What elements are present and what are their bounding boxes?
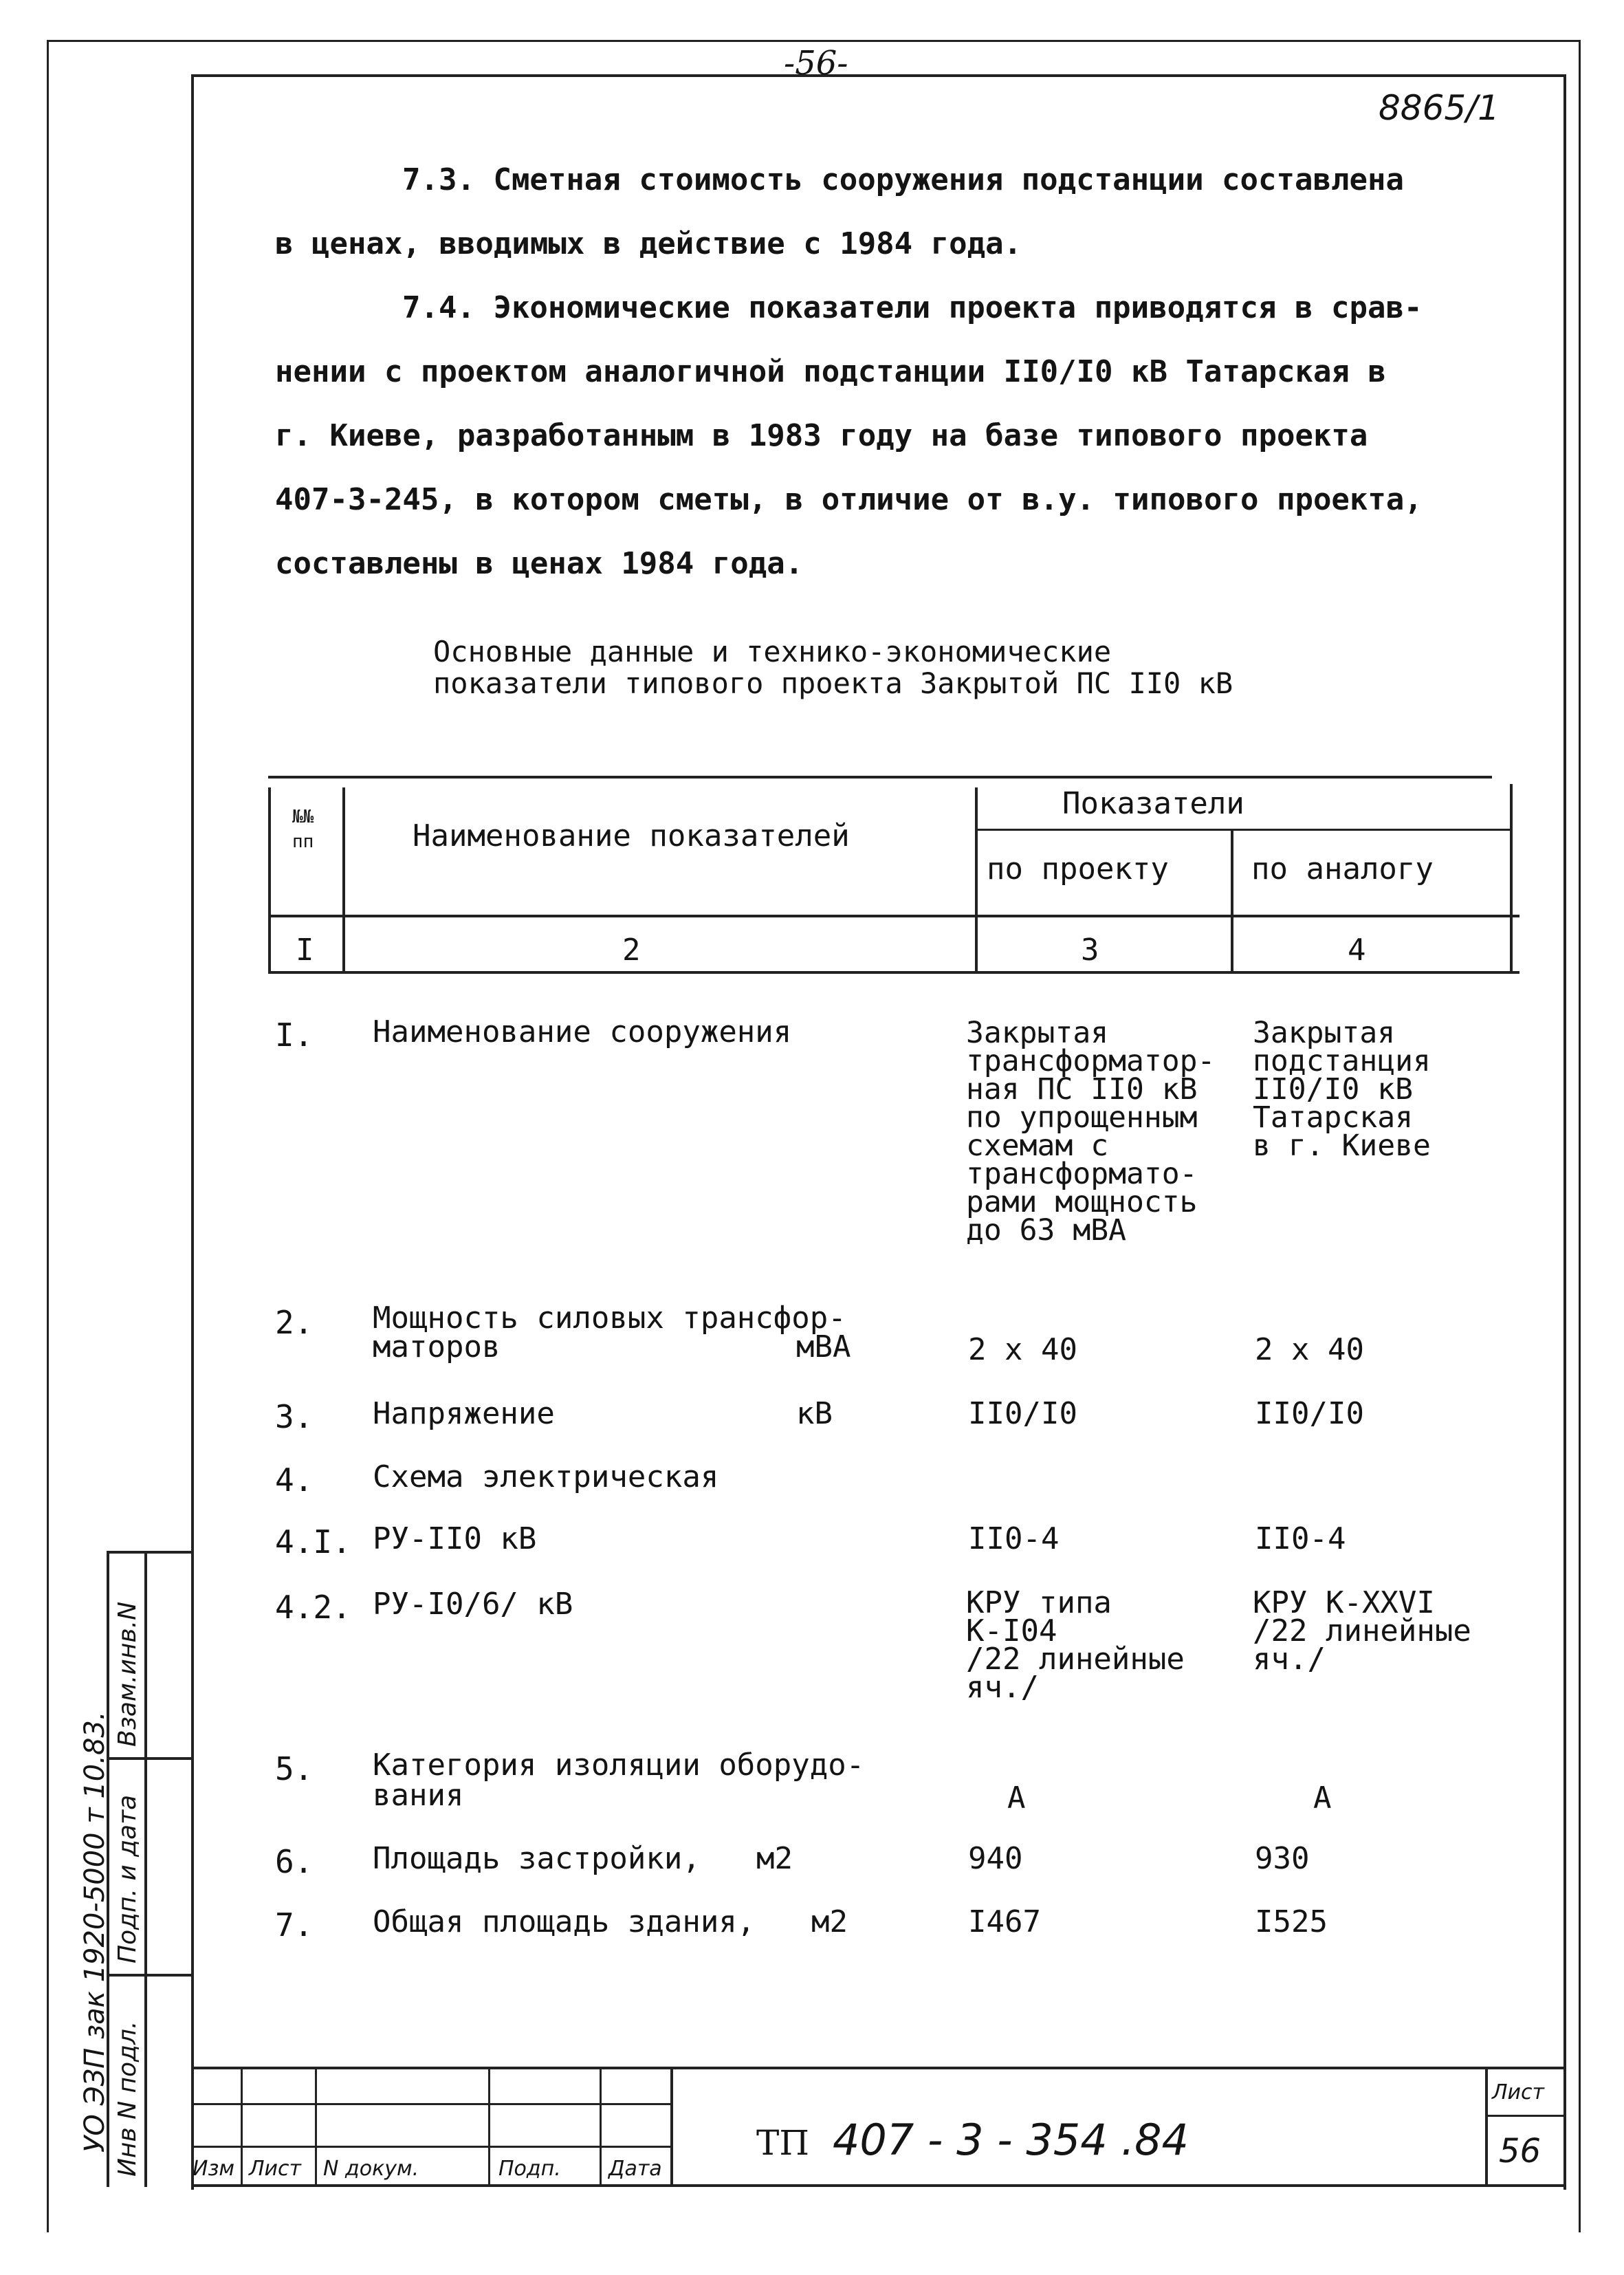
side-stamp-rule [107, 1757, 191, 1760]
col-project-header: по проекту [987, 851, 1169, 886]
paragraph-line: составлены в ценах 1984 года. [275, 546, 804, 581]
row-project-value: II0-4 [968, 1521, 1060, 1556]
col-name-header: Наименование показателей [413, 818, 850, 853]
table-heading [433, 636, 1233, 699]
row-number: 7. [275, 1906, 314, 1944]
row-number: 4.I. [275, 1523, 351, 1560]
row-project-value: Закрытая трансформатор- ная ПС II0 кВ по упрощенным схемам с трансформато- рами мощность до 63 мВА [966, 1016, 1216, 1248]
paragraph-line: г. Киеве, разработанным в 1983 году на базе типового проекта [275, 418, 1368, 453]
row-name: РУ-I0/6/ кВ [373, 1587, 573, 1622]
stamp-label: N докум. [323, 2157, 419, 2181]
stamp-label: Изм [193, 2157, 235, 2181]
row-name: Напряжение [373, 1396, 555, 1431]
row-analog-value: 2 х 40 [1255, 1332, 1364, 1367]
stamp-label: Подп. [498, 2157, 561, 2181]
side-stamp-label: Инв N подл. [113, 2021, 142, 2177]
title-block-divider [241, 2067, 243, 2187]
sheet-number: 56 [1499, 2132, 1541, 2170]
col-index: I [296, 933, 314, 968]
title-block-divider [600, 2067, 602, 2187]
row-number: 2. [275, 1304, 314, 1341]
table-heading-line: показатели типового проекта Закрытой ПС II0 кВ [433, 666, 1233, 700]
col-index: 4 [1348, 933, 1366, 968]
row-unit: мВА [796, 1329, 851, 1364]
row-name: Общая площадь здания, [373, 1904, 756, 1939]
row-name: Схема электрическая [373, 1459, 719, 1494]
table-right-border [1510, 784, 1513, 973]
row-number: 6. [275, 1843, 314, 1880]
table-group-rule [976, 829, 1513, 831]
title-block-divider [315, 2067, 317, 2187]
sheet-label: Лист [1492, 2080, 1545, 2104]
col-index: 2 [622, 933, 641, 968]
row-number: I. [275, 1016, 314, 1054]
title-block-rule [1485, 2115, 1563, 2117]
col-group-header: Показатели [1062, 786, 1244, 821]
project-code-prefix: ТП [756, 2123, 809, 2163]
row-project-value: 940 [968, 1841, 1023, 1876]
table-left-border [268, 787, 271, 973]
row-project-value: КРУ типа К-I04 /22 линейные яч./ [966, 1585, 1185, 1705]
row-name: Наименование сооружения [373, 1014, 792, 1049]
paragraph-7-3 [275, 148, 1506, 596]
stamp-label: Лист [249, 2157, 302, 2181]
table-heading-line: Основные данные и технико-экономические [433, 635, 1112, 668]
paragraph-line: 407-3-245, в котором сметы, в отличие от в.у. типового проекта, [275, 482, 1423, 517]
table-col-divider [342, 787, 345, 973]
page-number: -56- [784, 44, 848, 83]
row-project-value: I467 [968, 1904, 1041, 1939]
title-block-divider [1485, 2067, 1488, 2187]
row-project-value: А [1007, 1781, 1026, 1816]
row-number: 4.2. [275, 1589, 351, 1626]
side-stamp-rule [107, 1551, 191, 1554]
row-analog-value: I525 [1255, 1904, 1328, 1939]
title-block-divider [488, 2067, 490, 2187]
row-analog-value: КРУ К-XXVI /22 линейные яч./ [1253, 1585, 1471, 1677]
row-analog-value: Закрытая подстанция II0/I0 кВ Татарская в г. Киеве [1253, 1016, 1431, 1163]
project-code-number: 407 - 3 - 354 .84 [832, 2115, 1189, 2165]
document-number: 8865/1 [1379, 88, 1500, 128]
row-unit: м2 [756, 1841, 793, 1876]
col-number-header: №№ пп [292, 807, 314, 852]
title-block-divider [670, 2067, 673, 2187]
col-index: 3 [1081, 933, 1099, 968]
project-code [756, 2115, 1189, 2165]
row-number: 5. [275, 1750, 314, 1787]
paragraph-line: в ценах, вводимых в действие с 1984 года. [275, 226, 1022, 261]
row-unit: м2 [811, 1904, 848, 1939]
side-stamp-label: Подп. и дата [113, 1794, 142, 1963]
stamp-label: Дата [608, 2157, 662, 2181]
table-col-divider [1231, 831, 1233, 973]
row-analog-value: II0/I0 [1255, 1396, 1364, 1431]
side-stamp-org: УО ЭЗП зак 1920-5000 т 10.83. [79, 1711, 111, 2153]
row-project-value: II0/I0 [968, 1396, 1077, 1431]
title-block-top-rule [191, 2067, 1563, 2069]
side-stamp-rule [107, 1974, 191, 1977]
row-number: 3. [275, 1398, 314, 1435]
paragraph-line: 7.4. Экономические показатели проекта приводятся в срав- [402, 290, 1423, 325]
table-top-rule [268, 776, 1492, 779]
row-project-value: 2 х 40 [968, 1332, 1077, 1367]
table-col-divider [975, 787, 978, 973]
row-analog-value: 930 [1255, 1841, 1310, 1876]
row-name: РУ-II0 кВ [373, 1521, 537, 1556]
row-analog-value: II0-4 [1255, 1521, 1346, 1556]
paragraph-line: нении с проектом аналогичной подстанции II0/I0 кВ Татарская в [275, 354, 1386, 389]
row-analog-value: А [1313, 1781, 1332, 1816]
table-header-rule [268, 915, 1519, 917]
row-number: 4. [275, 1461, 314, 1499]
side-stamp-label: Взам.инв.N [113, 1601, 142, 1747]
table-numbers-rule [268, 971, 1519, 974]
side-stamp-border [144, 1551, 147, 2187]
col-analog-header: по аналогу [1251, 851, 1434, 886]
row-name: Мощность силовых трансфор- маторов [373, 1300, 846, 1364]
row-name: Категория изоляции оборудо- вания [373, 1748, 865, 1813]
row-unit: кВ [796, 1396, 833, 1431]
paragraph-line: 7.3. Сметная стоимость сооружения подстанции составлена [402, 162, 1404, 197]
title-block-bottom-rule [191, 2184, 1563, 2187]
row-name: Площадь застройки, [373, 1841, 701, 1876]
